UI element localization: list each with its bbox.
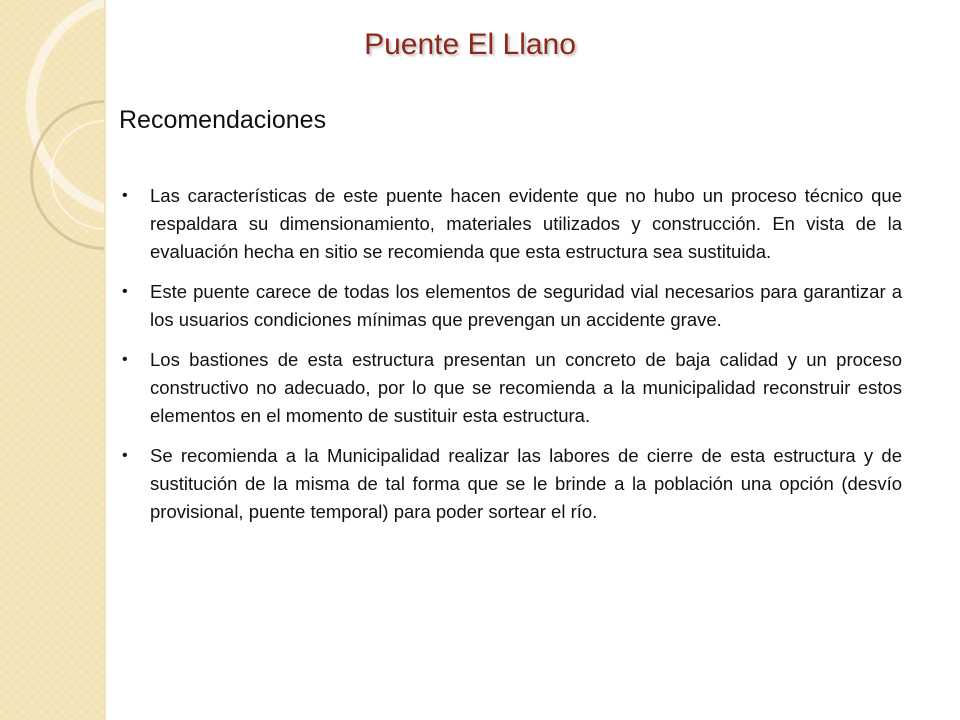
bullet-icon: • [122, 447, 128, 464]
bullet-icon: • [122, 283, 128, 300]
recommendations-list [120, 182, 902, 538]
list-item [120, 182, 902, 266]
bullet-text: Los bastiones de esta estructura presentan un concreto de baja calidad y un proceso constructivo no adecuado, por lo que se recomienda a la municipalidad reconstruir estos elementos en el momento de sustituir esta estructura. [150, 349, 902, 426]
side-strip-edge [104, 0, 107, 720]
bullet-text: Este puente carece de todas los elementos de seguridad vial necesarios para garantizar a los usuarios condiciones mínimas que prevengan un accidente grave. [150, 281, 902, 330]
list-item [120, 442, 902, 526]
bullet-icon: • [122, 187, 128, 204]
slide-title: Puente El Llano [364, 28, 576, 61]
list-item [120, 278, 902, 334]
bullet-text: Las características de este puente hacen evidente que no hubo un proceso técnico que respaldara su dimensionamiento, materiales utilizados y construcción. En vista de la evaluación hecha en sitio se recomienda que esta estructura sea sustituida. [150, 185, 902, 262]
decorative-side-strip [0, 0, 104, 720]
bullet-text: Se recomienda a la Municipalidad realizar las labores de cierre de esta estructura y de sustitución de la misma de tal forma que se le brinde a la población una opción (desvío provisional, puente temporal) para poder sortear el río. [150, 445, 902, 522]
section-heading: Recomendaciones [119, 106, 327, 134]
list-item [120, 346, 902, 430]
bullet-icon: • [122, 351, 128, 368]
